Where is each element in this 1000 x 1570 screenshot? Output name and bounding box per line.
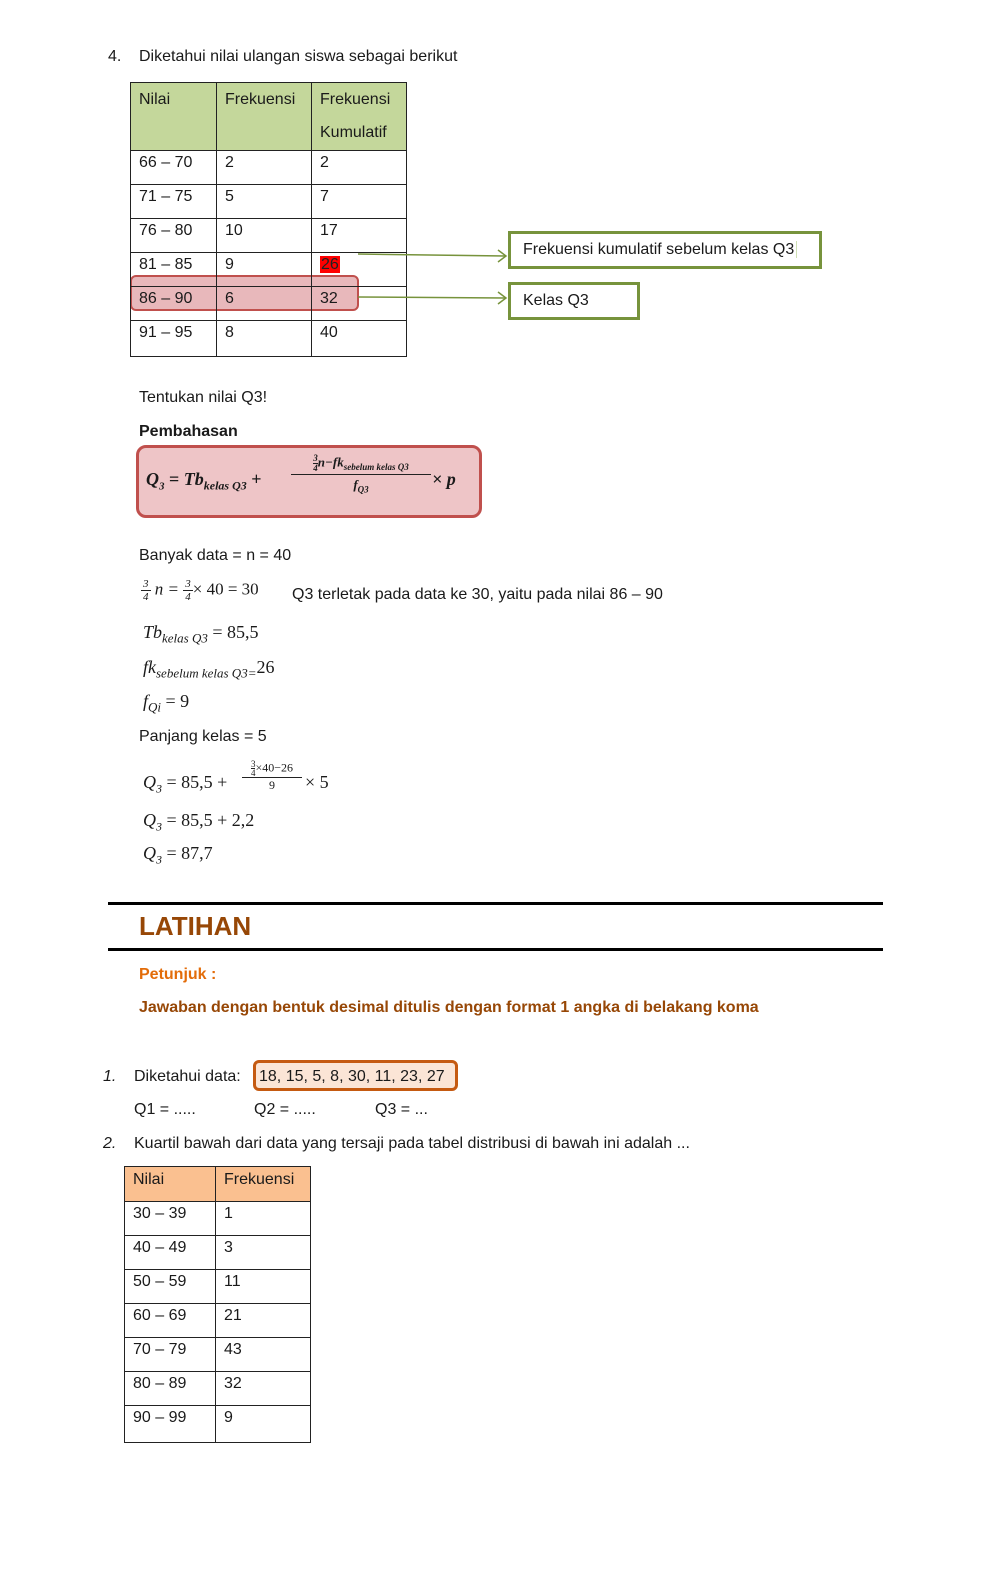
cell-nilai: 81 – 85 — [131, 253, 217, 287]
cell-nilai: 50 – 59 — [125, 1270, 216, 1304]
section-rule-bottom — [108, 948, 883, 951]
table-row — [131, 185, 407, 219]
q1-number: 1. — [103, 1068, 117, 1085]
q3-result-line: $Q_3 = 87,7$ — [143, 843, 213, 867]
instruction-text: Jawaban dengan bentuk desimal ditulis dengan format 1 angka di belakang koma — [139, 999, 759, 1016]
n-line: Banyak data = n = 40 — [139, 547, 292, 564]
cell-kumulatif: 17 — [312, 219, 407, 253]
q1-data: 18, 15, 5, 8, 30, 11, 23, 27 — [259, 1068, 445, 1085]
tb-line: $Tb_{kelas Q3} = 85,5$ — [143, 622, 259, 646]
cell-frekuensi: 8 — [217, 321, 312, 357]
header-frekuensi-kumulatif: Frekuensi Kumulatif — [312, 83, 407, 151]
cell-kumulatif: 40 — [312, 321, 407, 357]
q3-calc-fraction: $\frac{3}{4}$ ×40−26 9 — [242, 760, 302, 792]
cell-frekuensi: 10 — [217, 219, 312, 253]
section-title: LATIHAN — [139, 911, 252, 941]
cell-frekuensi: 3 — [216, 1236, 311, 1270]
header-frekuensi: Frekuensi — [216, 1167, 311, 1202]
section-rule-top — [108, 902, 883, 905]
header-nilai: Nilai — [125, 1167, 216, 1202]
arrow-line-fk — [358, 254, 505, 256]
cell-nilai: 86 – 90 — [131, 287, 217, 321]
cell-frekuensi: 43 — [216, 1338, 311, 1372]
cell-frekuensi: 1 — [216, 1202, 311, 1236]
fk-before-q3-value: 26 — [321, 256, 339, 273]
cell-kumulatif: 7 — [312, 185, 407, 219]
table-row — [125, 1406, 311, 1443]
cell-kumulatif: 32 — [312, 287, 407, 321]
class-length-line: Panjang kelas = 5 — [139, 728, 267, 745]
cell-nilai: 40 – 49 — [125, 1236, 216, 1270]
q2-text: Kuartil bawah dari data yang tersaji pada tabel distribusi di bawah ini adalah ... — [134, 1135, 690, 1152]
table-row — [125, 1270, 311, 1304]
cell-nilai: 80 – 89 — [125, 1372, 216, 1406]
cell-frekuensi: 21 — [216, 1304, 311, 1338]
cell-nilai: 60 – 69 — [125, 1304, 216, 1338]
cell-nilai: 76 – 80 — [131, 219, 217, 253]
callout-fk-label: Frekuensi kumulatif sebelum kelas Q3 — [523, 241, 797, 258]
table-row — [125, 1202, 311, 1236]
cell-frekuensi: 5 — [217, 185, 312, 219]
cell-nilai: 90 – 99 — [125, 1406, 216, 1443]
table-header-row — [131, 83, 407, 151]
table-row — [125, 1338, 311, 1372]
header-frekuensi: Frekuensi — [217, 83, 312, 151]
table-row — [131, 151, 407, 185]
example-intro: Diketahui nilai ulangan siswa sebagai berikut — [139, 48, 458, 65]
cell-nilai: 30 – 39 — [125, 1202, 216, 1236]
question-text: Tentukan nilai Q3! — [139, 389, 268, 406]
cumulative-frequency-table — [130, 82, 407, 357]
q3-formula-times-p: × p — [432, 469, 456, 489]
q2-number: 2. — [103, 1135, 117, 1152]
q3-formula: $Q_3 = Tb_{kelas Q3}$ + — [146, 469, 262, 493]
cell-frekuensi: 32 — [216, 1372, 311, 1406]
q3-formula-fraction: $\frac{3}{4}$ $n-fk_{sebelum kelas Q3}$ $f_{Q3}$ — [291, 454, 431, 495]
callout-fk-before-q3 — [508, 231, 822, 269]
q3-position-math: $\frac{3}{4}$ n = $\frac{3}{4}$ × 40 = 30 — [143, 578, 259, 603]
cell-nilai: 66 – 70 — [131, 151, 217, 185]
cell-frekuensi: 9 — [216, 1406, 311, 1443]
callout-arrows — [355, 245, 515, 310]
q3-calc-suffix: × 5 — [305, 772, 329, 792]
fk-line: $fk_{sebelum kelas Q3=}26$ — [143, 657, 275, 681]
cell-nilai: 71 – 75 — [131, 185, 217, 219]
table-row — [125, 1236, 311, 1270]
example-number: 4. — [108, 48, 122, 65]
cell-frekuensi: 11 — [216, 1270, 311, 1304]
table-row — [131, 321, 407, 357]
callout-class-label: Kelas Q3 — [523, 292, 589, 309]
q3-formula-box — [136, 445, 482, 518]
callout-q3-class — [508, 282, 640, 320]
cell-frekuensi: 2 — [217, 151, 312, 185]
table-row — [125, 1372, 311, 1406]
cell-frekuensi: 6 — [217, 287, 312, 321]
q3-answer-blank: Q3 = ... — [375, 1101, 428, 1118]
cell-frekuensi: 9 — [217, 253, 312, 287]
q2-answer-blank: Q2 = ..... — [254, 1101, 316, 1118]
q1-answer-blank: Q1 = ..... — [134, 1101, 196, 1118]
instruction-label: Petunjuk : — [139, 966, 217, 983]
fq-line: $f_{Qi} = 9$ — [143, 691, 190, 715]
q1-text: Diketahui data: — [134, 1068, 241, 1085]
q3-calc-line: $Q_3 = 85,5$ + — [143, 772, 228, 796]
discussion-title: Pembahasan — [139, 423, 238, 440]
q3-step2-line: $Q_3 = 85,5 + 2,2$ — [143, 810, 255, 834]
q3-position-text: Q3 terletak pada data ke 30, yaitu pada nilai 86 – 90 — [292, 586, 663, 603]
table-row — [125, 1304, 311, 1338]
cell-nilai: 91 – 95 — [131, 321, 217, 357]
frequency-distribution-table — [124, 1166, 311, 1443]
cell-nilai: 70 – 79 — [125, 1338, 216, 1372]
table-header-row — [125, 1167, 311, 1202]
header-nilai: Nilai — [131, 83, 217, 151]
cell-kumulatif: 2 — [312, 151, 407, 185]
arrow-line-class — [358, 297, 505, 298]
